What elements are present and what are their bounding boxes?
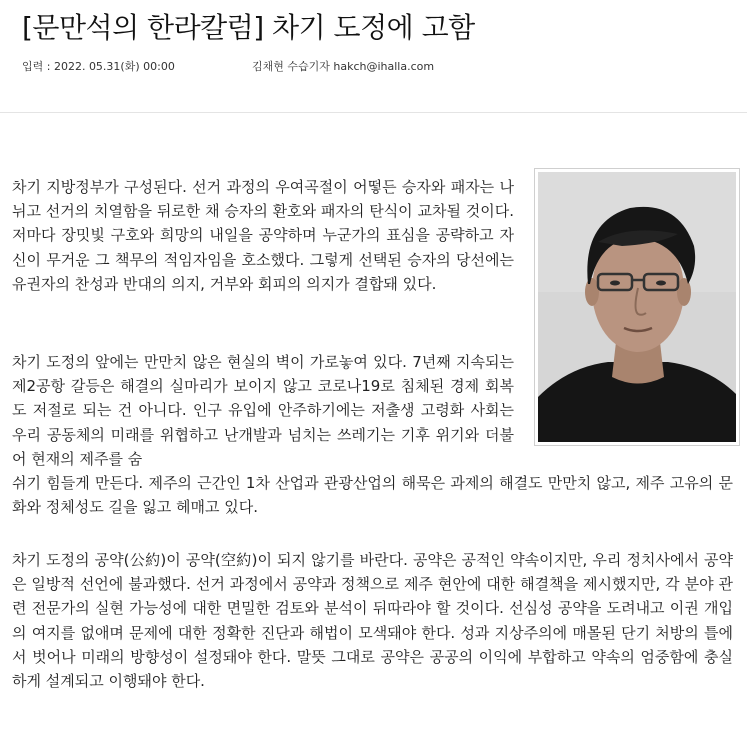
article-header: [0, 0, 747, 113]
author-photo: [534, 168, 740, 446]
body-paragraph-2: 차기 도정의 앞에는 만만치 않은 현실의 벽이 가로놓여 있다. 7년째 지속되는 제2공항 갈등은 해결의 실마리가 보이지 않고 코로나19로 침체된 경제 회복도 저절로 되는 건 아니다. 인구 유입에 안주하기에는 저출생 고령화 사회는 우리 공동체의 미래를 위협하고 난개발과 넘치는 쓰레기는 기후 위기와 더불어 현재의 제주를 숨: [12, 353, 514, 468]
author-portrait-icon: [538, 172, 736, 442]
body-paragraph-2-continued: 쉬기 힘들게 만든다. 제주의 근간인 1차 산업과 관광산업의 해묵은 과제의 해결도 만만치 않고, 제주 고유의 문화와 정체성도 길을 잃고 헤매고 있다.: [12, 474, 733, 517]
publish-date: 입력 : 2022. 05.31(화) 00:00: [22, 60, 175, 73]
body-paragraph-1: 차기 지방정부가 구성된다. 선거 과정의 우여곡절이 어떻든 승자와 패자는 나뉘고 선거의 치열함을 뒤로한 채 승자의 환호와 패자의 탄식이 교차될 것이다. 저마다 장밋빛 구호와 희망의 내일을 공약하며 누군가의 표심을 공략하고 자신이 무거운 그 책무의 적임자임을 호소했다. 그렇게 선택된 승자의 당선에는 유권자의 찬성과 반대의 의지, 거부와 회피의 의지가 결합돼 있다.: [12, 178, 514, 293]
body-paragraph-3: 차기 도정의 공약(公約)이 공약(空約)이 되지 않기를 바란다. 공약은 공적인 약속이지만, 우리 정치사에서 공약은 일방적 선언에 불과했다. 선거 과정에서 공약과 정책으로 제주 현안에 대한 해결책을 제시했지만, 각 분야 관련 전문가의 실현 가능성에 대한 면밀한 검토와 분석이 뒤따라야 할 것이다. 선심성 공약을 도려내고 이권 개입의 여지를 없애며 문제에 대한 정확한 진단과 해법이 모색돼야 한다. 성과 지상주의에 매몰된 단기 처방의 틀에서 벗어나 미래의 방향성이 설정돼야 한다. 말뜻 그대로 공약은 공공의 이익에 부합하고 약속의 엄중함에 충실하게 설계되고 이행돼야 한다.: [12, 551, 733, 691]
author-byline: 김채현 수습기자 hakch@ihalla.com: [252, 60, 435, 73]
article-title: [문만석의 한라칼럼] 차기 도정에 고함: [22, 11, 475, 44]
